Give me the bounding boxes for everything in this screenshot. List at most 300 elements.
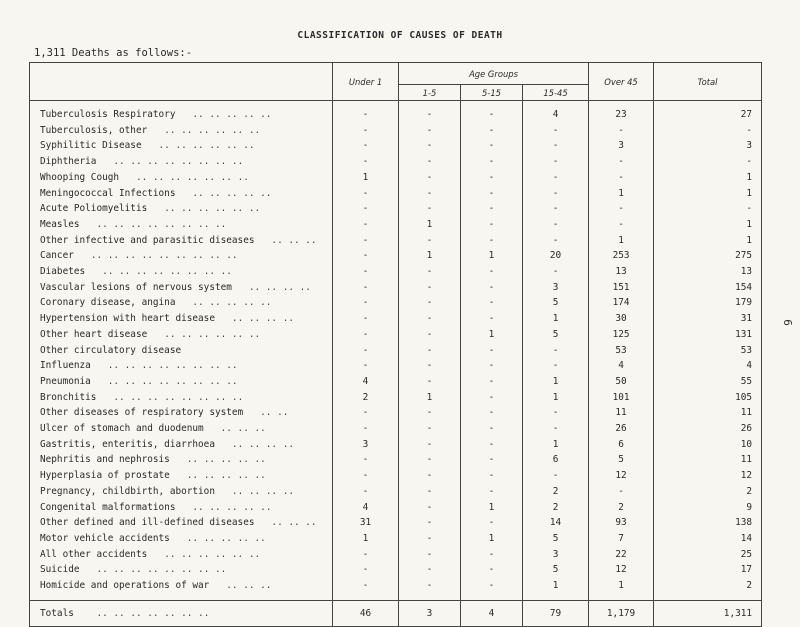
- cell-over45: 4: [589, 358, 654, 374]
- cell-5-15: -: [461, 562, 523, 578]
- cell-under1: -: [333, 327, 399, 343]
- leader-dots: .. ..: [260, 407, 289, 419]
- cell-total: 138: [654, 515, 762, 531]
- cell-under1: -: [333, 138, 399, 154]
- cell-15-45: -: [523, 405, 589, 421]
- cell-total: 1: [654, 233, 762, 249]
- table-row: [30, 201, 762, 217]
- cell-15-45: -: [523, 201, 589, 217]
- leader-dots: .. .. .. .. .. .. ..: [135, 171, 249, 183]
- cell-total: 105: [654, 390, 762, 406]
- cell-1-5: -: [399, 562, 461, 578]
- cell-under1: -: [333, 186, 399, 202]
- age-group-15-45-header: 15-45: [523, 85, 589, 101]
- cell-5-15: -: [461, 186, 523, 202]
- cause-text: Other infective and parasitic diseases: [40, 234, 255, 246]
- table-row: [30, 452, 762, 468]
- cell-under1: -: [333, 248, 399, 264]
- cell-under1: -: [333, 201, 399, 217]
- cell-under1: -: [333, 484, 399, 500]
- cause-text: Other diseases of respiratory system: [40, 407, 244, 419]
- cell-15-45: -: [523, 421, 589, 437]
- cause-text: Other heart disease: [40, 328, 148, 340]
- cell-over45: 253: [589, 248, 654, 264]
- leader-dots: .. .. .. .. ..: [186, 470, 266, 482]
- cell-15-45: -: [523, 358, 589, 374]
- cell-5-15: -: [461, 405, 523, 421]
- leader-dots: .. .. ..: [226, 580, 272, 592]
- cell-over45: 2: [589, 500, 654, 516]
- cell-1-5: -: [399, 374, 461, 390]
- leader-dots: .. .. ..: [271, 234, 317, 246]
- cell-1-5: -: [399, 138, 461, 154]
- cell-1-5: -: [399, 123, 461, 139]
- cell-under1: 2: [333, 390, 399, 406]
- cell-under1: -: [333, 233, 399, 249]
- cause-text: Syphilitic Disease: [40, 140, 142, 152]
- cell-under1: -: [333, 311, 399, 327]
- totals-over45: 1,179: [589, 600, 654, 626]
- cell-total: 27: [654, 107, 762, 123]
- table-row: [30, 515, 762, 531]
- cell-15-45: 4: [523, 107, 589, 123]
- cause-text: Gastritis, enteritis, diarrhoea: [40, 438, 215, 450]
- cause-text: Other circulatory disease: [40, 344, 182, 356]
- cell-total: 275: [654, 248, 762, 264]
- cause-text: Vascular lesions of nervous system: [40, 281, 232, 293]
- cause-label: [30, 562, 333, 578]
- cell-total: 179: [654, 295, 762, 311]
- cell-1-5: -: [399, 578, 461, 594]
- cell-5-15: -: [461, 515, 523, 531]
- cause-label: [30, 107, 333, 123]
- leader-dots: .. .. .. ..: [231, 485, 295, 497]
- cell-5-15: 1: [461, 248, 523, 264]
- table-row: [30, 186, 762, 202]
- table-row: [30, 123, 762, 139]
- causes-of-death-table: [29, 62, 762, 627]
- cell-5-15: -: [461, 374, 523, 390]
- cell-15-45: 6: [523, 452, 589, 468]
- cause-label: [30, 123, 333, 139]
- cell-total: 9: [654, 500, 762, 516]
- cell-1-5: -: [399, 515, 461, 531]
- cause-text: Meningococcal Infections: [40, 187, 176, 199]
- cell-15-45: 5: [523, 531, 589, 547]
- cell-under1: -: [333, 280, 399, 296]
- cell-under1: -: [333, 154, 399, 170]
- table-row: [30, 484, 762, 500]
- leader-dots: .. .. .. .. .. .. .. ..: [113, 391, 244, 403]
- leader-dots: .. .. .. .. .. .. .. ..: [107, 360, 238, 372]
- cell-5-15: -: [461, 295, 523, 311]
- table-row: [30, 578, 762, 594]
- cell-1-5: -: [399, 107, 461, 123]
- cell-15-45: -: [523, 186, 589, 202]
- cause-label: [30, 170, 333, 186]
- cause-text: Suicide: [40, 564, 80, 576]
- cell-5-15: -: [461, 578, 523, 594]
- cell-15-45: 5: [523, 295, 589, 311]
- cause-text: Bronchitis: [40, 391, 97, 403]
- table-row: [30, 405, 762, 421]
- cause-label: [30, 233, 333, 249]
- cause-text: Diabetes: [40, 266, 86, 278]
- cause-label: [30, 217, 333, 233]
- cause-header: [30, 63, 333, 101]
- cell-under1: -: [333, 107, 399, 123]
- cell-15-45: -: [523, 138, 589, 154]
- cell-1-5: -: [399, 531, 461, 547]
- cause-text: Pneumonia: [40, 375, 91, 387]
- cell-over45: 101: [589, 390, 654, 406]
- cause-text: Hypertension with heart disease: [40, 313, 215, 325]
- cell-15-45: -: [523, 170, 589, 186]
- cell-1-5: -: [399, 295, 461, 311]
- cell-5-15: -: [461, 280, 523, 296]
- table-row: [30, 311, 762, 327]
- table-row: [30, 531, 762, 547]
- cell-5-15: -: [461, 468, 523, 484]
- cell-1-5: -: [399, 311, 461, 327]
- table-row: [30, 547, 762, 563]
- cell-5-15: -: [461, 264, 523, 280]
- cause-label: [30, 343, 333, 359]
- totals-under1: 46: [333, 600, 399, 626]
- under1-header: Under 1: [333, 63, 399, 101]
- cell-over45: 12: [589, 468, 654, 484]
- cell-total: -: [654, 154, 762, 170]
- cause-label: [30, 468, 333, 484]
- cell-over45: 5: [589, 452, 654, 468]
- intro-text: 1,311 Deaths as follows:-: [34, 47, 193, 59]
- cell-over45: -: [589, 217, 654, 233]
- cell-under1: 4: [333, 500, 399, 516]
- cell-1-5: -: [399, 327, 461, 343]
- cell-5-15: -: [461, 547, 523, 563]
- totals-1-5: 3: [399, 600, 461, 626]
- cause-label: [30, 484, 333, 500]
- cell-15-45: 1: [523, 390, 589, 406]
- leader-dots: .. .. .. .. .. .. .. ..: [102, 266, 232, 278]
- cell-1-5: -: [399, 468, 461, 484]
- cell-5-15: 1: [461, 531, 523, 547]
- totals-label: Totals .. .. .. .. .. .. ..: [30, 600, 333, 626]
- table-row: [30, 107, 762, 123]
- cell-under1: 1: [333, 170, 399, 186]
- cell-over45: 125: [589, 327, 654, 343]
- table-body: [30, 101, 762, 601]
- cell-5-15: -: [461, 452, 523, 468]
- cell-total: 4: [654, 358, 762, 374]
- cell-total: -: [654, 201, 762, 217]
- cell-15-45: 1: [523, 437, 589, 453]
- leader-dots: .. .. .. .. .. ..: [164, 328, 261, 340]
- leader-dots: .. .. .. .. .. .. .. ..: [96, 218, 227, 230]
- cell-over45: 12: [589, 562, 654, 578]
- cell-1-5: -: [399, 452, 461, 468]
- cell-under1: -: [333, 421, 399, 437]
- table-row: [30, 390, 762, 406]
- table-row: [30, 437, 762, 453]
- cell-under1: -: [333, 468, 399, 484]
- cell-total: 11: [654, 405, 762, 421]
- cause-text: Homicide and operations of war: [40, 580, 210, 592]
- cell-over45: 1: [589, 186, 654, 202]
- cell-5-15: -: [461, 437, 523, 453]
- cell-5-15: -: [461, 390, 523, 406]
- leader-dots: .. .. .. .. .. ..: [158, 140, 255, 152]
- cell-total: 26: [654, 421, 762, 437]
- cell-5-15: -: [461, 358, 523, 374]
- cell-under1: 3: [333, 437, 399, 453]
- leader-dots: .. .. ..: [271, 517, 317, 529]
- cell-1-5: -: [399, 500, 461, 516]
- cell-5-15: -: [461, 170, 523, 186]
- cause-text: Coronary disease, angina: [40, 297, 176, 309]
- cause-text: All other accidents: [40, 548, 148, 560]
- cell-5-15: -: [461, 154, 523, 170]
- leader-dots: .. .. .. .. .. ..: [164, 548, 261, 560]
- cause-text: Tuberculosis Respiratory: [40, 109, 176, 120]
- cell-under1: 31: [333, 515, 399, 531]
- leader-dots: .. .. .. .. .. .. .. ..: [107, 375, 238, 387]
- cell-under1: -: [333, 452, 399, 468]
- cell-5-15: 1: [461, 327, 523, 343]
- cell-15-45: 14: [523, 515, 589, 531]
- cell-1-5: 1: [399, 217, 461, 233]
- cell-15-45: -: [523, 123, 589, 139]
- cell-1-5: -: [399, 154, 461, 170]
- totals-total: 1,311: [654, 600, 762, 626]
- cell-5-15: -: [461, 343, 523, 359]
- cell-under1: -: [333, 343, 399, 359]
- cause-text: Acute Poliomyelitis: [40, 203, 148, 215]
- leader-dots: .. .. .. ..: [248, 281, 311, 293]
- leader-dots: .. .. .. .. ..: [192, 109, 272, 120]
- cell-15-45: 2: [523, 484, 589, 500]
- page-number: 6: [780, 319, 794, 326]
- cell-over45: 3: [589, 138, 654, 154]
- cell-1-5: -: [399, 437, 461, 453]
- cause-label: [30, 390, 333, 406]
- cause-text: Nephritis and nephrosis: [40, 454, 170, 466]
- cell-total: 14: [654, 531, 762, 547]
- total-header: Total: [654, 63, 762, 101]
- cause-label: [30, 547, 333, 563]
- leader-dots: .. .. .. .. ..: [186, 454, 266, 466]
- cell-1-5: -: [399, 421, 461, 437]
- cell-1-5: -: [399, 170, 461, 186]
- cause-label: [30, 531, 333, 547]
- cause-label: [30, 578, 333, 594]
- cell-over45: -: [589, 154, 654, 170]
- cell-over45: -: [589, 201, 654, 217]
- cell-over45: 53: [589, 343, 654, 359]
- cell-over45: 22: [589, 547, 654, 563]
- cause-label: [30, 421, 333, 437]
- cell-total: 154: [654, 280, 762, 296]
- cell-total: 53: [654, 343, 762, 359]
- cell-over45: 50: [589, 374, 654, 390]
- cell-15-45: -: [523, 468, 589, 484]
- cell-over45: 6: [589, 437, 654, 453]
- leader-dots: .. .. .. .. ..: [186, 532, 266, 544]
- table-row: [30, 421, 762, 437]
- cell-15-45: 1: [523, 311, 589, 327]
- cell-over45: 26: [589, 421, 654, 437]
- cell-total: 25: [654, 547, 762, 563]
- over45-header: Over 45: [589, 63, 654, 101]
- cause-label: [30, 138, 333, 154]
- table-row: [30, 327, 762, 343]
- cell-total: 2: [654, 484, 762, 500]
- cause-text: Hyperplasia of prostate: [40, 470, 170, 482]
- cell-1-5: -: [399, 405, 461, 421]
- cell-15-45: 5: [523, 327, 589, 343]
- totals-15-45: 79: [523, 600, 589, 626]
- cell-total: 3: [654, 138, 762, 154]
- cell-over45: -: [589, 170, 654, 186]
- cell-total: 13: [654, 264, 762, 280]
- cell-under1: -: [333, 295, 399, 311]
- leader-dots: .. .. .. .. ..: [192, 501, 272, 513]
- cell-15-45: 1: [523, 374, 589, 390]
- cause-label: [30, 154, 333, 170]
- table-row: [30, 358, 762, 374]
- cause-label: [30, 405, 333, 421]
- cell-over45: 151: [589, 280, 654, 296]
- table-row: [30, 343, 762, 359]
- cell-1-5: -: [399, 358, 461, 374]
- age-groups-header: Age Groups: [399, 63, 589, 85]
- cell-15-45: 1: [523, 578, 589, 594]
- table-row: [30, 500, 762, 516]
- cell-5-15: -: [461, 138, 523, 154]
- cell-over45: 93: [589, 515, 654, 531]
- document-title: CLASSIFICATION OF CAUSES OF DEATH: [297, 30, 503, 41]
- cell-under1: -: [333, 578, 399, 594]
- cell-15-45: -: [523, 154, 589, 170]
- cell-total: -: [654, 123, 762, 139]
- cell-over45: 174: [589, 295, 654, 311]
- leader-dots: .. .. .. .. .. ..: [164, 124, 261, 136]
- age-group-1-5-header: 1-5: [399, 85, 461, 101]
- cause-label: [30, 374, 333, 390]
- cause-label: [30, 437, 333, 453]
- cell-5-15: -: [461, 421, 523, 437]
- cell-under1: -: [333, 547, 399, 563]
- table-row: [30, 562, 762, 578]
- cell-total: 12: [654, 468, 762, 484]
- cell-1-5: 1: [399, 390, 461, 406]
- cause-label: [30, 201, 333, 217]
- cell-1-5: 1: [399, 248, 461, 264]
- cell-over45: 1: [589, 233, 654, 249]
- cell-15-45: 2: [523, 500, 589, 516]
- cell-under1: -: [333, 217, 399, 233]
- cell-1-5: -: [399, 201, 461, 217]
- cell-15-45: 3: [523, 547, 589, 563]
- cell-5-15: -: [461, 311, 523, 327]
- cell-5-15: -: [461, 217, 523, 233]
- cell-total: 11: [654, 452, 762, 468]
- cell-1-5: -: [399, 343, 461, 359]
- cause-label: [30, 311, 333, 327]
- cell-15-45: 5: [523, 562, 589, 578]
- cause-text: Measles: [40, 218, 80, 230]
- table-row: [30, 217, 762, 233]
- cell-15-45: -: [523, 217, 589, 233]
- leader-dots: .. .. .. ..: [231, 313, 295, 325]
- cell-5-15: -: [461, 233, 523, 249]
- cell-total: 131: [654, 327, 762, 343]
- cell-1-5: -: [399, 264, 461, 280]
- cell-5-15: -: [461, 107, 523, 123]
- table-row: [30, 233, 762, 249]
- cause-label: [30, 280, 333, 296]
- cell-15-45: -: [523, 343, 589, 359]
- cell-5-15: -: [461, 484, 523, 500]
- cell-under1: -: [333, 358, 399, 374]
- cell-under1: 4: [333, 374, 399, 390]
- leader-dots: .. .. .. .. .. .. .. ..: [113, 156, 244, 168]
- cell-total: 1: [654, 217, 762, 233]
- age-group-5-15-header: 5-15: [461, 85, 523, 101]
- cause-text: Influenza: [40, 360, 91, 372]
- cause-label: [30, 327, 333, 343]
- totals-row: [30, 600, 762, 626]
- cause-label: [30, 515, 333, 531]
- cause-label: [30, 295, 333, 311]
- cause-label: [30, 264, 333, 280]
- cell-over45: 1: [589, 578, 654, 594]
- cause-text: Diphtheria: [40, 156, 97, 168]
- cell-under1: -: [333, 123, 399, 139]
- cell-under1: -: [333, 405, 399, 421]
- cell-15-45: 3: [523, 280, 589, 296]
- table-row: [30, 280, 762, 296]
- leader-dots: .. .. .. .. .. ..: [164, 203, 261, 215]
- cell-1-5: -: [399, 233, 461, 249]
- cell-1-5: -: [399, 186, 461, 202]
- cell-1-5: -: [399, 484, 461, 500]
- cause-label: [30, 358, 333, 374]
- table-row: [30, 264, 762, 280]
- table-row: [30, 138, 762, 154]
- cause-label: [30, 186, 333, 202]
- cell-total: 31: [654, 311, 762, 327]
- cell-under1: -: [333, 264, 399, 280]
- cause-label: [30, 500, 333, 516]
- cell-15-45: 20: [523, 248, 589, 264]
- cell-over45: 13: [589, 264, 654, 280]
- cell-15-45: -: [523, 264, 589, 280]
- cell-under1: -: [333, 562, 399, 578]
- cell-total: 1: [654, 170, 762, 186]
- cell-total: 17: [654, 562, 762, 578]
- cause-text: Whooping Cough: [40, 171, 120, 183]
- cell-over45: -: [589, 484, 654, 500]
- table-row: [30, 468, 762, 484]
- cell-total: 10: [654, 437, 762, 453]
- cause-text: Cancer: [40, 250, 74, 262]
- cell-under1: 1: [333, 531, 399, 547]
- cause-text: Other defined and ill-defined diseases: [40, 517, 255, 529]
- cell-total: 55: [654, 374, 762, 390]
- cell-1-5: -: [399, 280, 461, 296]
- cell-total: 1: [654, 186, 762, 202]
